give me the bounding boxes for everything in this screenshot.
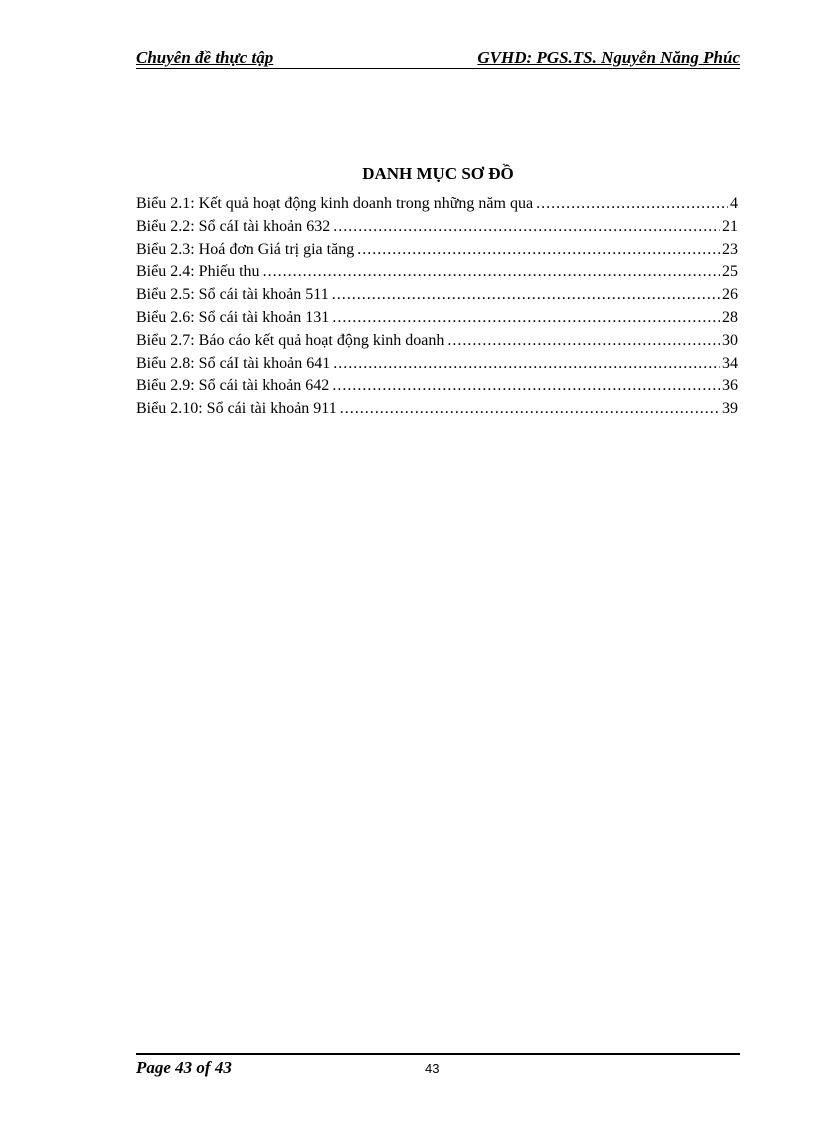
toc-entry: [136, 195, 738, 218]
toc-dot-leader: [333, 355, 720, 373]
toc-entry-page: 34: [722, 354, 738, 372]
toc-dot-leader: [536, 195, 728, 213]
header-document-type: Chuyên đề thực tập: [136, 48, 274, 67]
page-title: DANH MỤC SƠ ĐỒ: [362, 164, 514, 183]
toc-dot-leader: [332, 377, 720, 395]
toc-entry: [136, 400, 738, 423]
toc-entry: [136, 286, 738, 309]
toc-dot-leader: [333, 218, 720, 236]
table-of-contents: [136, 195, 738, 423]
toc-entry-label: Biểu 2.3: Hoá đơn Giá trị gia tăng: [136, 240, 355, 258]
toc-entry-label: Biểu 2.7: Báo cáo kết quả hoạt động kinh doanh: [136, 331, 445, 349]
page-header: [136, 48, 740, 70]
toc-entry-label: Biểu 2.8: Sổ cáI tài khoản 641: [136, 354, 331, 372]
toc-entry: [136, 355, 738, 378]
toc-dot-leader: [340, 400, 720, 418]
toc-entry-page: 39: [722, 400, 738, 418]
toc-entry-label: Biểu 2.1: Kết quả hoạt động kinh doanh trong những năm qua: [136, 195, 534, 212]
toc-dot-leader: [447, 332, 720, 350]
toc-entry-page: 36: [722, 377, 738, 395]
toc-entry-page: 21: [722, 217, 738, 235]
toc-dot-leader: [332, 309, 720, 327]
toc-entry: [136, 377, 738, 400]
toc-entry: [136, 218, 738, 241]
toc-dot-leader: [357, 241, 720, 259]
toc-entry-label: Biểu 2.5: Sổ cái tài khoản 511: [136, 286, 329, 304]
footer-page-label: Page 43 of 43: [136, 1058, 232, 1077]
toc-entry-label: Biểu 2.2: Sổ cáI tài khoản 632: [136, 217, 331, 235]
toc-entry-page: 23: [722, 240, 738, 258]
header-rule: [136, 68, 740, 69]
toc-dot-leader: [332, 286, 720, 304]
toc-entry-page: 30: [722, 331, 738, 349]
footer-rule: [136, 1053, 740, 1055]
toc-entry: [136, 241, 738, 264]
toc-entry-page: 25: [722, 263, 738, 281]
toc-entry: [136, 332, 738, 355]
footer-page-number: 43: [425, 1061, 440, 1076]
toc-entry-page: 28: [722, 308, 738, 326]
toc-entry: [136, 263, 738, 286]
toc-entry-page: 4: [730, 195, 738, 212]
toc-entry-label: Biểu 2.9: Sổ cái tài khoản 642: [136, 377, 330, 395]
toc-entry: [136, 309, 738, 332]
toc-dot-leader: [263, 263, 720, 281]
toc-entry-label: Biểu 2.6: Sổ cái tài khoản 131: [136, 308, 330, 326]
header-supervisor: GVHD: PGS.TS. Nguyễn Năng Phúc: [477, 48, 740, 67]
toc-entry-label: Biểu 2.4: Phiếu thu: [136, 263, 260, 281]
toc-entry-label: Biểu 2.10: Sổ cái tài khoản 911: [136, 400, 337, 418]
toc-entry-page: 26: [722, 286, 738, 304]
